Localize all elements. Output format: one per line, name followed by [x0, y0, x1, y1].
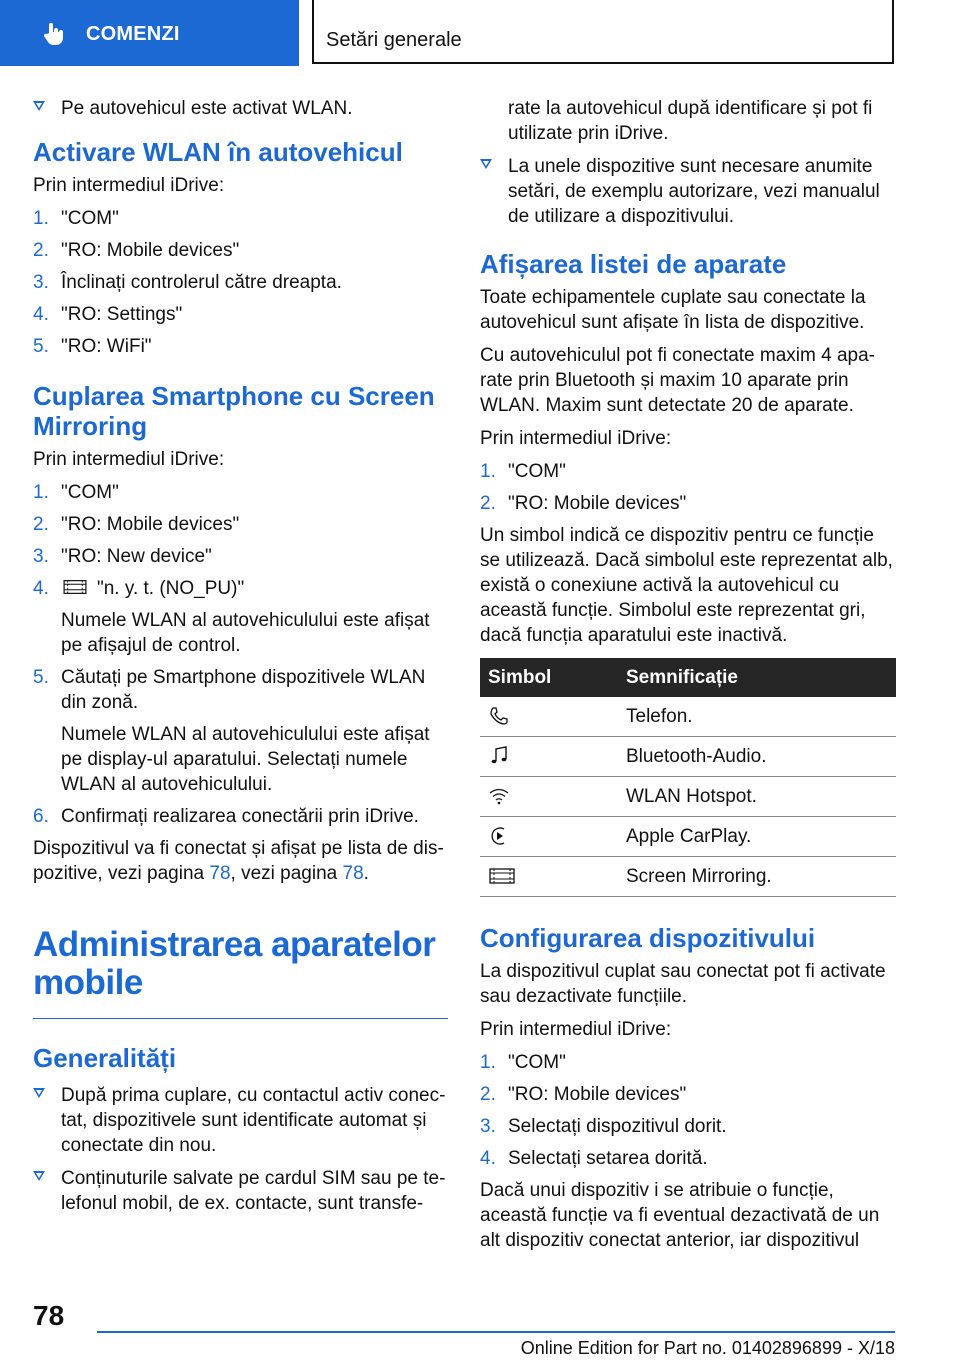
bullet-triangle-icon — [33, 1171, 45, 1181]
table-row — [480, 737, 896, 777]
step-number: 2. — [480, 1084, 496, 1105]
dispozitiv-text-end: . — [363, 863, 369, 884]
table-cell-icon — [480, 777, 618, 817]
step-number: 5. — [33, 336, 49, 357]
para-maxim: Cu autovehiculul pot fi conectate maxim 4 aparate prin Bluetooth și maxim 10 aparate prin WLAN. Maxim sunt detectate 20 de aparate. — [480, 345, 875, 416]
step-subtext: Numele WLAN al autovehiculului este afișat pe display-ul aparatului. Selectați numele WLAN al autovehiculului. — [61, 724, 430, 795]
step-number: 4. — [480, 1148, 496, 1169]
section-tab[interactable] — [312, 0, 894, 64]
carplay-icon — [488, 825, 510, 847]
step-item — [33, 206, 448, 231]
step-text: "RO: Mobile devices" — [508, 1084, 687, 1105]
symbol-table — [480, 658, 896, 897]
step-item — [33, 238, 448, 263]
step-number: 1. — [480, 461, 496, 482]
para-config: La dispozitivul cuplat sau conectat pot fi activate sau dezactivate funcțiile. — [480, 961, 886, 1007]
step-text: "RO: New device" — [61, 546, 212, 567]
page-link-78[interactable]: 78 — [209, 863, 231, 884]
hand-pointer-icon — [40, 20, 68, 48]
step-item — [33, 665, 448, 797]
step-number: 1. — [33, 482, 49, 503]
table-cell-icon — [480, 857, 618, 897]
step-item — [480, 459, 896, 484]
step-text: "COM" — [508, 1052, 566, 1073]
step-text: "COM" — [61, 482, 119, 503]
via-idrive-label: Prin intermediul iDrive: — [480, 1019, 672, 1040]
heading-generalitati: Generalități — [33, 1043, 177, 1073]
steps-activare — [33, 206, 448, 359]
table-cell-icon — [480, 817, 618, 857]
step-text: "n. y. t. (NO_PU)" — [97, 578, 245, 599]
via-idrive-label: Prin intermediul iDrive: — [480, 428, 672, 449]
step-item — [480, 1050, 896, 1075]
step-item — [33, 512, 448, 537]
step-text: "RO: Mobile devices" — [508, 493, 687, 514]
heading-rule — [33, 1018, 448, 1019]
step-number: 6. — [33, 806, 49, 827]
table-row — [480, 697, 896, 737]
table-cell-meaning: Bluetooth-Audio. — [618, 737, 896, 777]
heading-configurarea: Configurarea dispozitivului — [480, 923, 816, 953]
bullet-text: La unele dispozitive sunt necesare anumite setări, de exemplu autorizare, vezi manualul de utilizare a dispozitivului. — [508, 156, 880, 227]
heading-cuplarea: Cuplarea Smartphone cu Screen Mirroring — [33, 381, 435, 441]
step-text: "COM" — [508, 461, 566, 482]
step-item — [33, 270, 448, 295]
table-cell-meaning: Telefon. — [618, 697, 896, 737]
step-number: 3. — [33, 546, 49, 567]
phone-icon — [488, 705, 510, 727]
step-item — [480, 1114, 896, 1139]
bullet-setari — [480, 154, 896, 229]
step-text: Înclinați controlerul către dreapta. — [61, 272, 342, 293]
bullet-text: Pe autovehicul este activat WLAN. — [61, 98, 353, 119]
page-link-78[interactable]: 78 — [342, 863, 364, 884]
step-text: "RO: Mobile devices" — [61, 240, 240, 261]
step-number: 1. — [33, 208, 49, 229]
step-text: Căutați pe Smartphone dispozitivele WLAN din zonă. — [61, 667, 426, 713]
dispozitiv-conectat-text — [33, 836, 448, 886]
step-item — [33, 480, 448, 505]
step-item — [480, 491, 896, 516]
table-header-row — [480, 658, 896, 697]
step-item — [480, 1146, 896, 1171]
wifi-icon — [488, 785, 510, 807]
step-subtext: Numele WLAN al autovehiculului este afișat pe afișajul de control. — [61, 610, 430, 656]
step-text: "COM" — [61, 208, 119, 229]
table-header-simbol: Simbol — [480, 658, 618, 697]
screen-mirroring-icon — [488, 865, 516, 887]
chapter-tab[interactable] — [0, 0, 299, 66]
table-cell-meaning: Apple CarPlay. — [618, 817, 896, 857]
right-column — [480, 96, 896, 1261]
table-header-semnificatie: Semnificație — [618, 658, 896, 697]
heading-afisarea: Afișarea listei de aparate — [480, 249, 787, 279]
step-item — [33, 804, 448, 829]
table-row — [480, 817, 896, 857]
heading-activare-wlan: Activare WLAN în autovehicul — [33, 137, 403, 167]
bullet-triangle-icon — [33, 1088, 45, 1098]
step-text: Selectați dispozitivul dorit. — [508, 1116, 727, 1137]
step-number: 4. — [33, 578, 49, 599]
step-text: "RO: Mobile devices" — [61, 514, 240, 535]
bullet-triangle-icon — [480, 159, 492, 169]
step-item — [33, 544, 448, 569]
table-cell-icon — [480, 697, 618, 737]
section-tab-label: Setări generale — [326, 29, 462, 51]
steps-cuplare — [33, 480, 448, 829]
page-number: 78 — [33, 1300, 65, 1331]
via-idrive-label: Prin intermediul iDrive: — [33, 449, 225, 470]
para-simbol: Un simbol indică ce dispozitiv pentru ce funcție se utilizează. Dacă simbolul este reprezentat alb, există o conexiune activă la autovehicul cu această funcție. Simbolul este reprezentat gri, dacă funcția aparatului este inactivă. — [480, 525, 893, 646]
step-text: "RO: Settings" — [61, 304, 183, 325]
para-toate: Toate echipamentele cuplate sau conectate la autovehicul sunt afișate în lista de dispozitive. — [480, 287, 866, 333]
steps-afisare — [480, 459, 896, 516]
chapter-tab-label: COMENZI — [86, 23, 180, 45]
table-cell-meaning: WLAN Hotspot. — [618, 777, 896, 817]
step-text: "RO: WiFi" — [61, 336, 152, 357]
step-number: 3. — [33, 272, 49, 293]
left-column — [33, 96, 448, 1224]
edition-text: Online Edition for Part no. 01402896899 - X/18 — [520, 1338, 895, 1358]
steps-config — [480, 1050, 896, 1171]
bullet-dupa-cuplare — [33, 1083, 448, 1158]
step-number: 4. — [33, 304, 49, 325]
step-text: Confirmați realizarea conectării prin iDrive. — [61, 806, 419, 827]
para-daca: Dacă unui dispozitiv i se atribuie o funcție, această funcție va fi eventual dezactivată de un alt dispozitiv conectat anterior, iar dispozitivul — [480, 1180, 880, 1251]
step-number: 1. — [480, 1052, 496, 1073]
step-number: 2. — [33, 240, 49, 261]
table-row — [480, 777, 896, 817]
step-item — [480, 1082, 896, 1107]
table-cell-icon — [480, 737, 618, 777]
screen-mirroring-icon — [61, 577, 89, 597]
table-row — [480, 857, 896, 897]
via-idrive-label: Prin intermediul iDrive: — [33, 175, 225, 196]
bullet-wlan-active — [33, 96, 448, 121]
step-number: 5. — [33, 667, 49, 688]
bullet-triangle-icon — [33, 101, 45, 111]
step-text: Selectați setarea dorită. — [508, 1148, 708, 1169]
step-number: 2. — [33, 514, 49, 535]
step-number: 2. — [480, 493, 496, 514]
page-header — [0, 0, 960, 66]
bullet-text: Conținuturile salvate pe cardul SIM sau pe telefonul mobil, de ex. contacte, sunt transfe- — [61, 1168, 446, 1214]
dispozitiv-text-mid: , vezi pagina — [230, 863, 343, 884]
bullet-text: După prima cuplare, cu contactul activ conectat, dispozitivele sunt identificate automat și conectate din nou. — [61, 1085, 446, 1156]
step-item — [33, 334, 448, 359]
step-item — [33, 302, 448, 327]
step-number: 3. — [480, 1116, 496, 1137]
continuation-text: rate la autovehicul după identificare și pot fi utilizate prin iDrive. — [508, 98, 873, 144]
dispozitiv-text: Dispozitivul va fi conectat și afișat pe lista de dispozitive, vezi pagina — [33, 838, 444, 884]
heading-administrarea: Administrarea aparatelor mobile — [33, 925, 436, 1002]
bullet-continuturile — [33, 1166, 448, 1216]
footer-rule — [97, 1331, 895, 1333]
step-item — [33, 576, 448, 658]
music-note-icon — [488, 745, 510, 767]
table-cell-meaning: Screen Mirroring. — [618, 857, 896, 897]
